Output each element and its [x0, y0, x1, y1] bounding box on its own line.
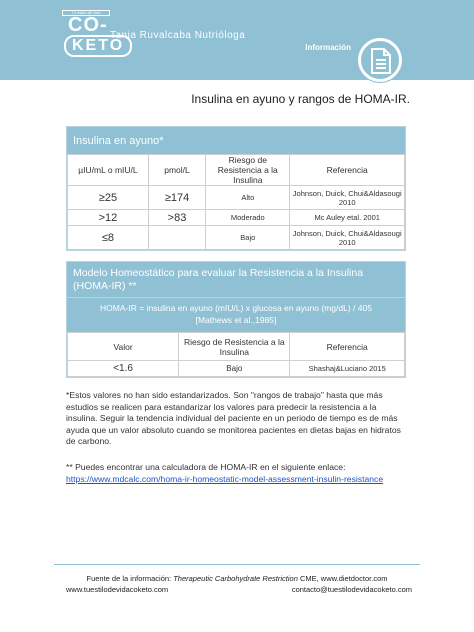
- table-cell: ≤8: [68, 226, 149, 250]
- footer-divider: [54, 564, 420, 565]
- column-header: Referencia: [290, 333, 405, 361]
- fasting-insulin-table: [67, 154, 405, 250]
- table-cell: Bajo: [179, 361, 290, 377]
- homa-ir-panel: [66, 261, 406, 378]
- column-header: Referencia: [290, 155, 405, 186]
- table-row: [68, 361, 405, 377]
- homa-ir-table: [67, 332, 405, 377]
- column-header: Riesgo de Resistencia a la Insulina: [179, 333, 290, 361]
- standardization-note: *Estos valores no han sido estandarizados. Son "rangos de trabajo" hasta que más estudios se realicen para estandarizar los valores para predecir la resistencia a la insulina. Seguir la tendencia individual del paciente en un periodo de tiempo es de más ayuda que un valor absoluto cuando se monitorea pacientes en dietas bajas en hidratos de carbono.: [66, 390, 401, 447]
- logo-co-text: CO-: [68, 14, 108, 36]
- table-cell: <1.6: [68, 361, 179, 377]
- source-title: Therapeutic Carbohydrate Restriction: [173, 574, 298, 583]
- calculator-link[interactable]: https://www.mdcalc.com/homa-ir-homeostatic-model-assessment-insulin-resistance: [66, 473, 384, 484]
- logo-tagline: Tu estilo de vida: [62, 10, 110, 16]
- table-row: [68, 186, 405, 210]
- table-cell: Bajo: [206, 226, 290, 250]
- fasting-insulin-panel: [66, 126, 406, 251]
- table-cell: Johnson, Duick, Chui&Aldasougi 2010: [290, 186, 405, 210]
- table-cell: Shashaj&Luciano 2015: [290, 361, 405, 377]
- table-cell: ≥174: [148, 186, 205, 210]
- table-cell: [148, 226, 205, 250]
- homa-ir-heading: Modelo Homeostático para evaluar la Resistencia a la Insulina (HOMA-IR) **: [67, 262, 405, 297]
- formula-line: HOMA-IR = insulina en ayuno (mIU/L) x glucosa en ayuno (mg/dL) / 405: [100, 303, 372, 313]
- homa-ir-formula: [67, 297, 405, 332]
- table-cell: >83: [148, 210, 205, 226]
- header-banner: [0, 0, 474, 80]
- formula-citation: [Mathews et al.,1985]: [195, 315, 277, 325]
- page-title: Insulina en ayuno y rangos de HOMA-IR.: [191, 92, 410, 106]
- document-icon: [358, 38, 402, 82]
- table-row: [68, 210, 405, 226]
- footer-source: [0, 574, 474, 583]
- table-cell: ≥25: [68, 186, 149, 210]
- source-suffix: CME, www.dietdoctor.com: [297, 574, 388, 583]
- table-cell: Johnson, Duick, Chui&Aldasougi 2010: [290, 226, 405, 250]
- source-prefix: Fuente de la información:: [86, 574, 174, 583]
- author-name: Tania Ruvalcaba Nutrióloga: [110, 30, 246, 41]
- column-header: pmol/L: [148, 155, 205, 186]
- calculator-note: [66, 462, 406, 485]
- table-row: [68, 226, 405, 250]
- footer-website[interactable]: www.tuestilodevidacoketo.com: [66, 585, 169, 594]
- column-header: Riesgo de Resistencia a la Insulina: [206, 155, 290, 186]
- table-cell: Alto: [206, 186, 290, 210]
- table-cell: Mc Auley etal. 2001: [290, 210, 405, 226]
- footer-contacts: [66, 585, 412, 594]
- table-header-row: [68, 155, 405, 186]
- table-header-row: [68, 333, 405, 361]
- column-header: Valor: [68, 333, 179, 361]
- fasting-insulin-heading: Insulina en ayuno*: [67, 127, 405, 154]
- table-cell: Moderado: [206, 210, 290, 226]
- table-cell: >12: [68, 210, 149, 226]
- column-header: µIU/mL o mIU/L: [68, 155, 149, 186]
- info-label: Información: [305, 43, 351, 52]
- footer-email[interactable]: contacto@tuestilodevidacoketo.com: [291, 585, 412, 594]
- logo-keto-text: KETO: [64, 35, 132, 57]
- calculator-note-text: ** Puedes encontrar una calculadora de HOMA-IR en el siguiente enlace:: [66, 462, 346, 472]
